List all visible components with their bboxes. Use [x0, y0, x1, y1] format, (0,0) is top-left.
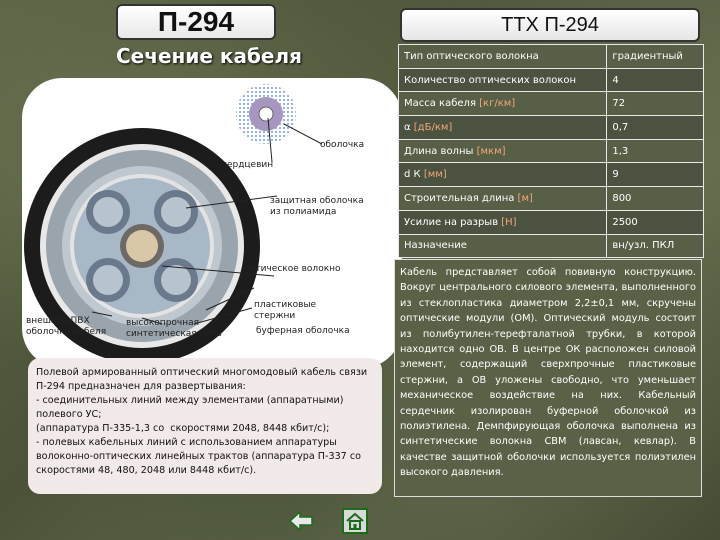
ttx-title: ТТХ П-294 [400, 8, 700, 42]
label-bufernaya: буферная оболочка [256, 326, 350, 336]
page-subtitle: Сечение кабеля [116, 44, 302, 68]
table-row: Назначение вн/узл. ПКЛ [399, 234, 704, 258]
fiber-module-1 [86, 190, 130, 234]
table-row: Усилие на разрыв [Н] 2500 [399, 210, 704, 234]
table-row: Тип оптического волокна градиентный [399, 45, 704, 69]
table-row: Длина волны [мкм] 1,3 [399, 139, 704, 163]
table-row: Количество оптических волокон 4 [399, 68, 704, 92]
cable-cross-section-diagram [22, 78, 402, 368]
home-button[interactable] [342, 508, 368, 534]
label-vysokoprochnaya: высокопрочная синтетическая нить [126, 318, 222, 339]
description-box [394, 259, 702, 497]
table-row: Масса кабеля [кг/км] 72 [399, 92, 704, 116]
optical-fiber-enlarged [236, 84, 296, 144]
page-title: П-294 [116, 4, 276, 40]
home-icon [345, 511, 365, 531]
description-text: Кабель представляет собой повивную конструкцию. Вокруг центрального силового элемента, выполненного из стеклопластика диаметром 2,2±0,1 мм, скручены оптические модули (ОМ). Оптический модуль состоит из полибутилен-терефталатной трубки, в которой находится одно ОВ. В центре ОК расположен силовой элемент, содержащий сверхпрочные пластиковые стержни, а ОВ уложены свободно, что уменьшает механическое воздействие на них. Кабельный сердечник изолирован буферной оболочкой из полиэтилена. Демпфирующая оболочка выполнена из синтетические волокна СВМ (лавсан, кевлар). В качестве защитной оболочки используется полиэтилен высокого давления. [400, 267, 696, 479]
purpose-note-text: Полевой армированный оптический многомодовый кабель связи П-294 предназначен для развертывания: - соединительных линий между элементами (аппаратными) полевого УС; (аппаратура П-335-1,3 со скоростями 2048, 8448 кбит/с); - полевых кабельных линий с использованием аппаратуры волоконно-оптических линейных трактов (аппаратура П-337 со скоростями 48, 480, 2048 или 8448 кбит/с). [36, 367, 368, 476]
fiber-module-4 [154, 258, 198, 302]
back-button[interactable] [288, 508, 314, 534]
label-plastik: пластиковые стержни [254, 300, 317, 321]
label-zashchitnaya: защитная оболочка из полиамида [270, 196, 364, 217]
label-serdcevina: сердцевин а [222, 160, 274, 181]
label-vneshnyaya: внешняя ПВХ оболочка кабеля [26, 316, 107, 337]
table-row: Строительная длина [м] 800 [399, 187, 704, 211]
label-obolochka: оболочка [320, 140, 365, 150]
label-opticheskoe: оптическое волокно [244, 264, 341, 274]
ttx-table [398, 44, 704, 258]
left-arrow-icon [288, 510, 314, 532]
table-row: d К [мм] 9 [399, 163, 704, 187]
purpose-note [28, 358, 382, 494]
fiber-module-2 [154, 190, 198, 234]
table-row: α [дБ/км] 0,7 [399, 116, 704, 140]
fiber-module-3 [86, 258, 130, 302]
